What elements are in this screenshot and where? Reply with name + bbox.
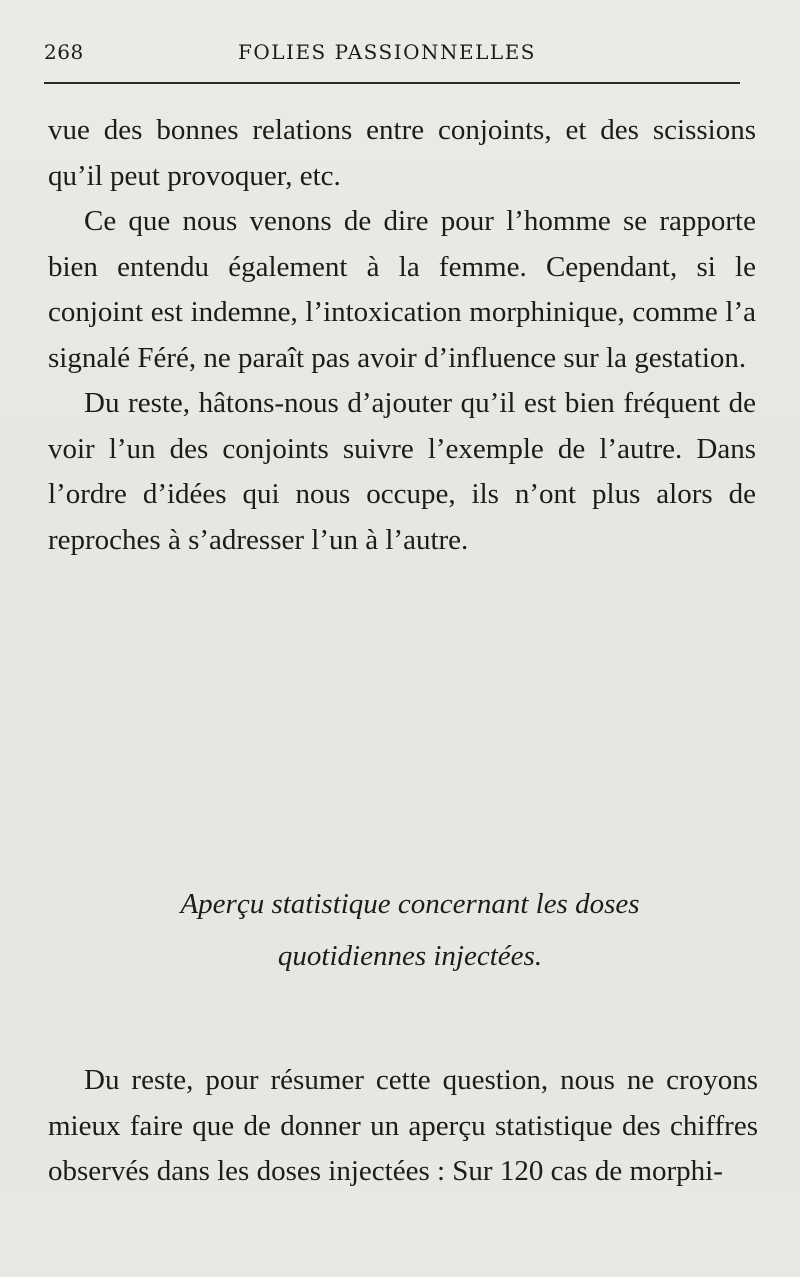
paragraph-1: vue des bonnes relations entre conjoints, et des scissions qu’il peut provoquer, etc. bbox=[48, 114, 756, 192]
page-header bbox=[44, 38, 756, 70]
paragraph-4: Du reste, pour résumer cette question, nous ne croyons mieux faire que de donner un aperçu statistique des chiffres observés dans les doses injectées : Sur 120 cas de morphi- bbox=[48, 1064, 758, 1187]
closing-text bbox=[48, 1058, 758, 1195]
paragraph-2: Ce que nous venons de dire pour l’homme se rapporte bien entendu également à la femme. Cependant, si le conjoint est indemne, l’intoxication morphinique, comme l’a signalé Féré, ne paraît pas avoir d’influence sur la gestation. bbox=[48, 205, 756, 374]
section-heading-line-2: quotidiennes injectées. bbox=[277, 940, 543, 972]
running-title: FOLIES PASSIONNELLES bbox=[238, 40, 536, 64]
section-heading bbox=[110, 878, 710, 982]
header-rule bbox=[44, 82, 740, 84]
section-heading-line-1: Aperçu statistique concernant les doses bbox=[180, 888, 640, 920]
body-text bbox=[48, 108, 756, 563]
paragraph-3: Du reste, hâtons-nous d’ajouter qu’il est bien fréquent de voir l’un des conjoints suivre l’exemple de l’autre. Dans l’ordre d’idées qui nous occupe, ils n’ont plus alors de reproches à s’adresser l’un à l’autre. bbox=[48, 387, 756, 556]
page-number: 268 bbox=[44, 40, 84, 64]
